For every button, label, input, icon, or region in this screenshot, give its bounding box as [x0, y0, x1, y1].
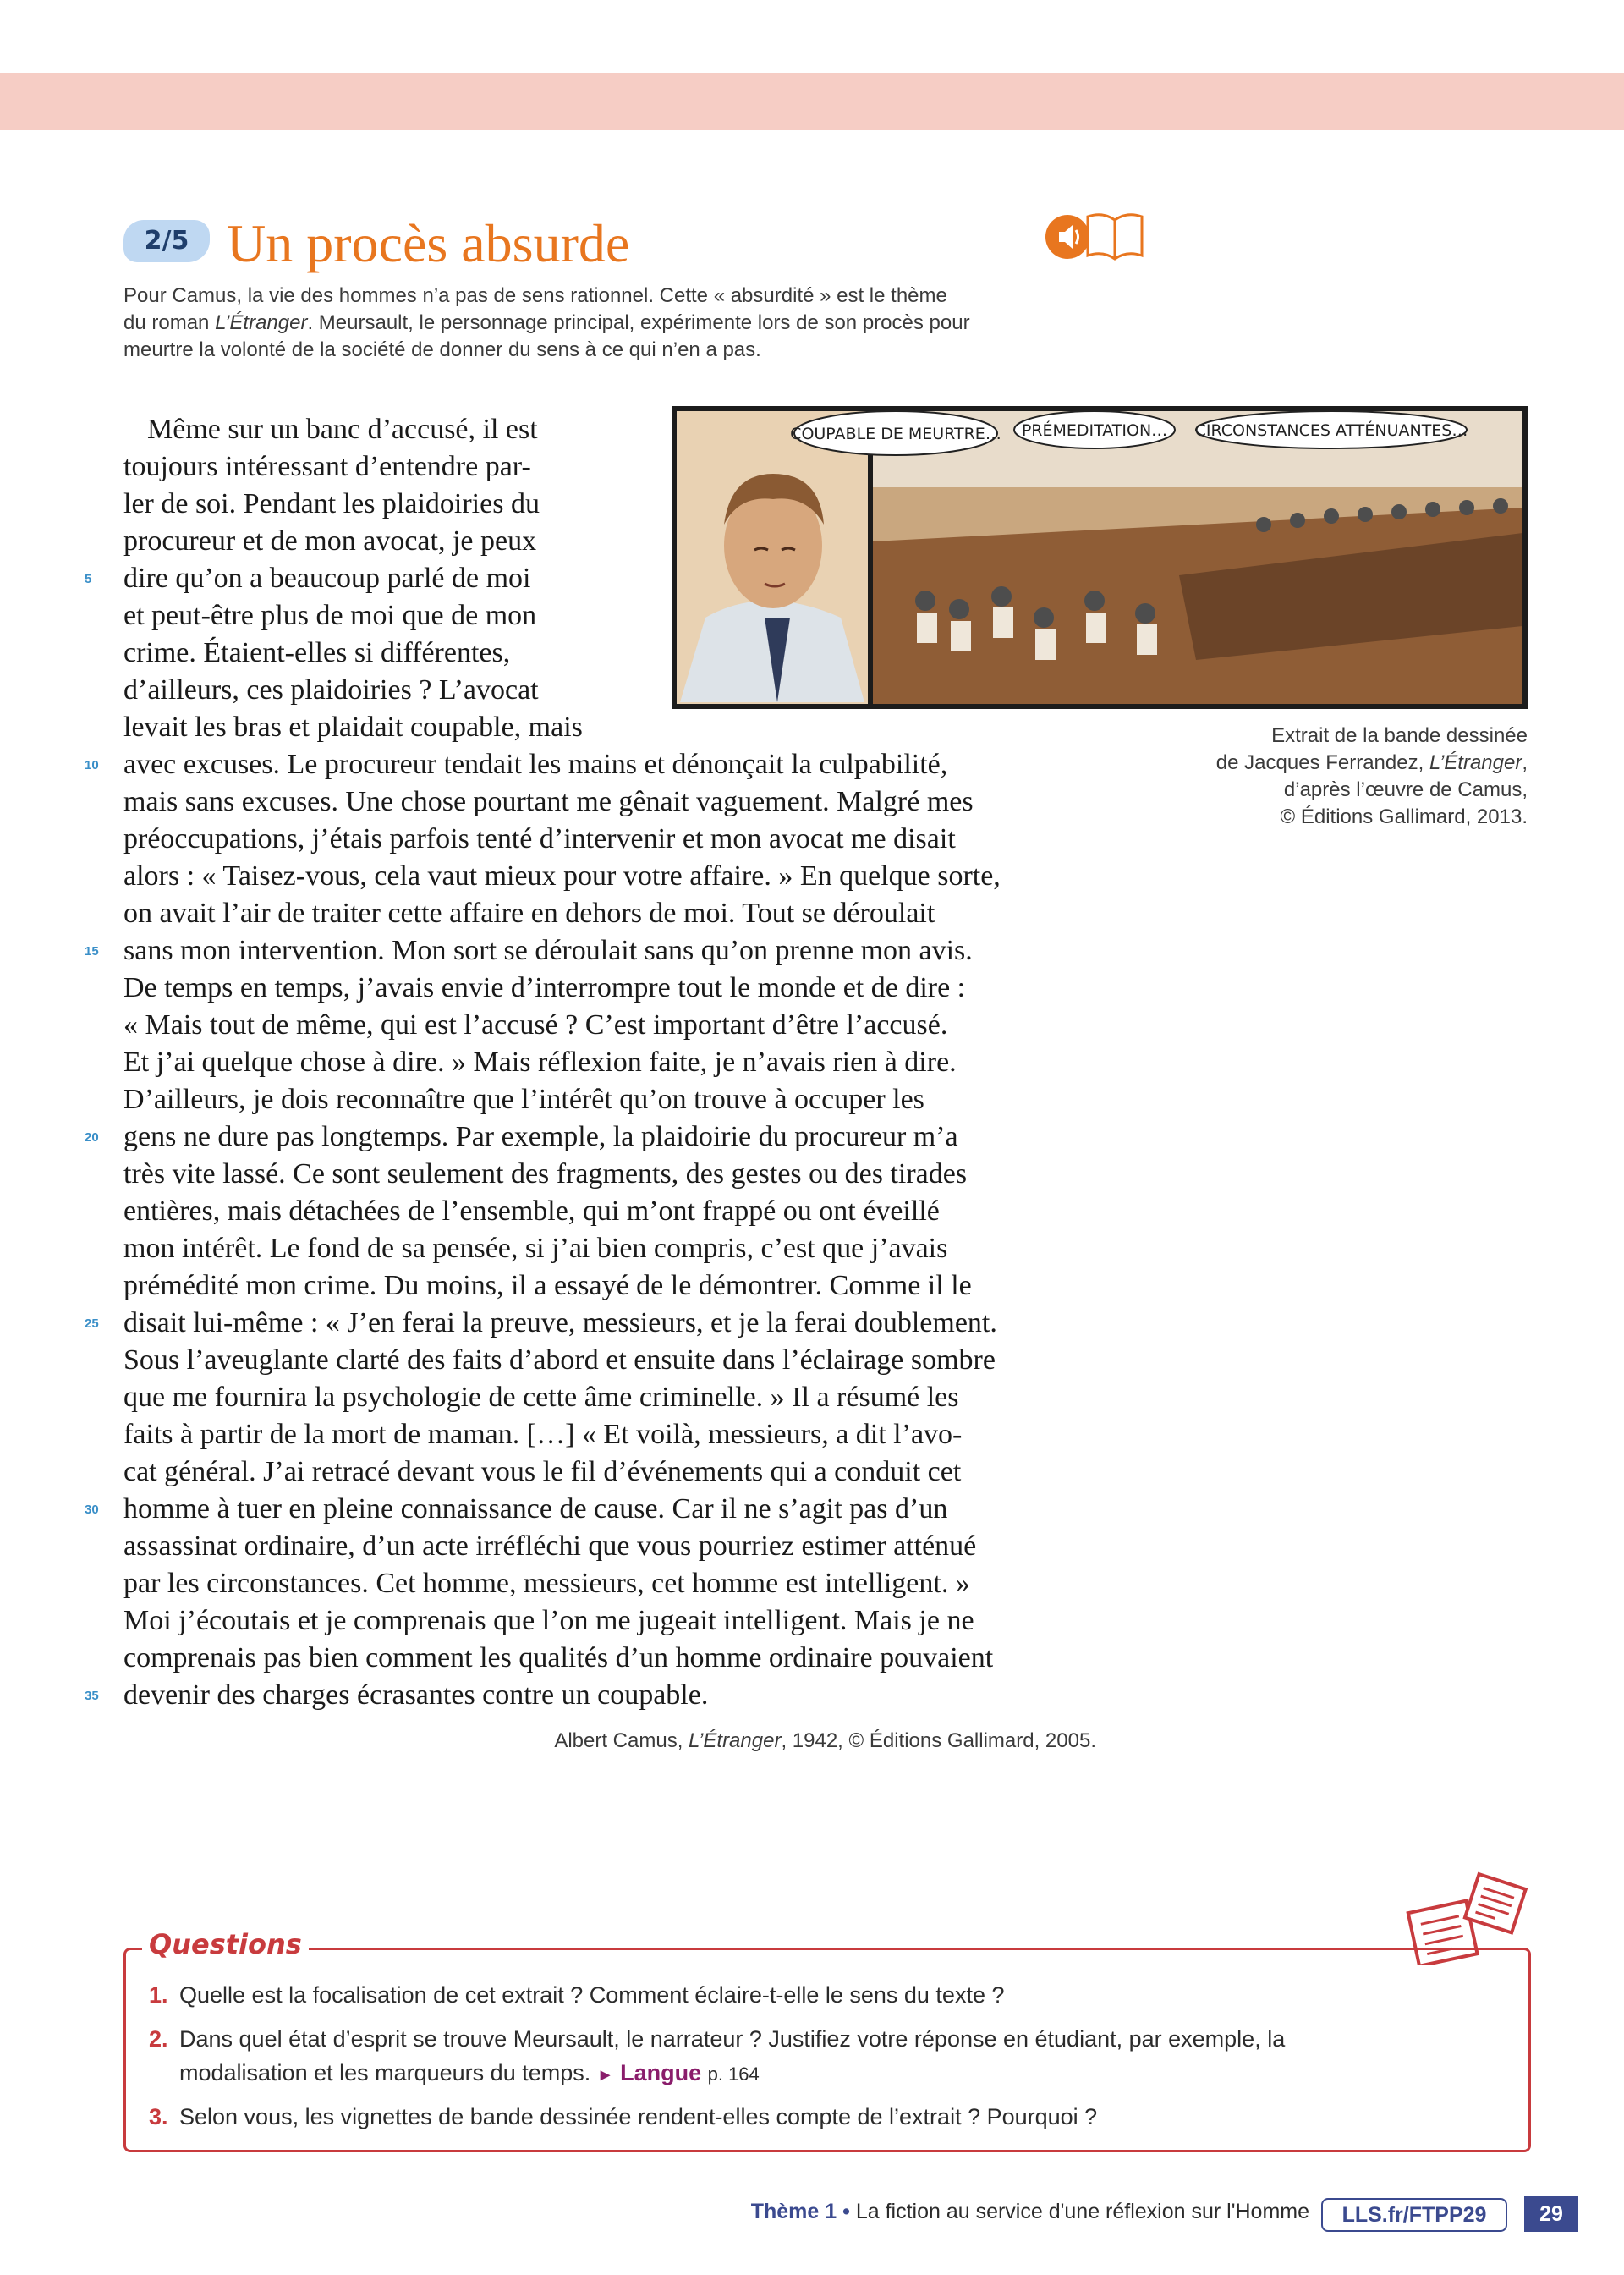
- langue-page: p. 164: [707, 2063, 760, 2085]
- passage-line: levait les bras et plaidait coupable, mais: [123, 712, 583, 743]
- line-number: 30: [85, 1503, 99, 1517]
- question-number: 2.: [149, 2026, 168, 2052]
- passage-line: Et j’ai quelque chose à dire. » Mais réflexion faite, je n’avais rien à dire.: [123, 1047, 957, 1078]
- langue-link[interactable]: Langue: [620, 2060, 702, 2085]
- passage-line: prémédité mon crime. Du moins, il a essayé de le démontrer. Comme il le: [123, 1270, 972, 1301]
- question-text: Selon vous, les vignettes de bande dessinée rendent-elles compte de l’extrait ? Pourquoi ?: [179, 2104, 1098, 2129]
- question-number: 1.: [149, 1982, 168, 2008]
- audio-book-icon[interactable]: [1045, 201, 1147, 269]
- passage-line: cat général. J’ai retracé devant vous le fil d’événements qui a conduit cet: [123, 1456, 962, 1487]
- intro-paragraph: [123, 283, 1096, 364]
- question-text: Quelle est la focalisation de cet extrait ? Comment éclaire-t-elle le sens du texte ?: [179, 1982, 1005, 2008]
- passage-line: que me fournira la psychologie de cette âme criminelle. » Il a résumé les: [123, 1382, 959, 1413]
- intro-line-3: meurtre la volonté de la société de donner du sens à ce qui n’en a pas.: [123, 338, 761, 361]
- passage-line: comprenais pas bien comment les qualités d’un homme ordinaire pouvaient: [123, 1642, 994, 1673]
- questions-title: Questions: [142, 1927, 309, 1961]
- passage-line: crime. Étaient-elles si différentes,: [123, 637, 511, 668]
- passage-line: préoccupations, j’étais parfois tenté d’intervenir et mon avocat me disait: [123, 823, 956, 854]
- bubble-2-text: PRÉMEDITATION…: [1021, 421, 1168, 440]
- passage-line: sans mon intervention. Mon sort se déroulait sans qu’on prenne mon avis.: [123, 935, 973, 966]
- question-number: 3.: [149, 2104, 168, 2129]
- passage-line: « Mais tout de même, qui est l’accusé ? C’est important d’être l’accusé.: [123, 1009, 948, 1041]
- passage-line: Sous l’aveuglante clarté des faits d’abord et ensuite dans l’éclairage sombre: [123, 1344, 996, 1376]
- passage-line: disait lui-même : « J’en ferai la preuve, messieurs, et je la ferai doublement.: [123, 1307, 997, 1338]
- passage-line: gens ne dure pas longtemps. Par exemple, la plaidoirie du procureur m’a: [123, 1121, 958, 1152]
- line-number: 5: [85, 572, 92, 586]
- passage-line: d’ailleurs, ces plaidoiries ? L’avocat: [123, 674, 539, 706]
- passage-line: dire qu’on a beaucoup parlé de moi: [123, 563, 531, 594]
- source-citation: Albert Camus, L’Étranger, 1942, © Éditions Gallimard, 2005.: [554, 1729, 1096, 1752]
- footer-theme: Thème 1 • La fiction au service d'une réflexion sur l'Homme: [750, 2200, 1309, 2223]
- question-text-cont: modalisation et les marqueurs du temps.: [179, 2060, 591, 2085]
- passage-line: très vite lassé. Ce sont seulement des fragments, des gestes ou des tirades: [123, 1158, 968, 1190]
- passage-line: assassinat ordinaire, d’un acte irréfléchi que vous pourriez estimer atténué: [123, 1530, 977, 1562]
- passage-line: entières, mais détachées de l’ensemble, qui m’ont frappé ou ont éveillé: [123, 1195, 940, 1227]
- line-number: 10: [85, 758, 99, 772]
- comic-strip-image: [672, 406, 1528, 709]
- footer-link[interactable]: LLS.fr/FTPP29: [1321, 2198, 1507, 2232]
- question-text: Dans quel état d’esprit se trouve Meursault, le narrateur ? Justifiez votre réponse en étudiant, par exemple, la: [179, 2026, 1286, 2052]
- figure-caption: Extrait de la bande dessinée de Jacques Ferrandez, L’Étranger, d’après l’œuvre de Camus, © Éditions Gallimard, 2013.: [1215, 724, 1528, 828]
- section-badge: [123, 220, 210, 262]
- bubble-1-text: COUPABLE DE MEURTRE…: [790, 425, 1001, 443]
- intro-line-1: Pour Camus, la vie des hommes n’a pas de sens rationnel. Cette « absurdité » est le thème: [123, 284, 947, 307]
- passage-line: Même sur un banc d’accusé, il est: [147, 414, 538, 445]
- arrow-right-icon: ►: [596, 2066, 614, 2085]
- passage-line: De temps en temps, j’avais envie d’interrompre tout le monde et de dire :: [123, 972, 966, 1003]
- passage-line: ler de soi. Pendant les plaidoiries du: [123, 488, 540, 519]
- passage-line: alors : « Taisez-vous, cela vaut mieux pour votre affaire. » En quelque sorte,: [123, 860, 1001, 892]
- passage-line: mais sans excuses. Une chose pourtant me gênait vaguement. Malgré mes: [123, 786, 974, 817]
- question-2: [149, 2022, 1468, 2090]
- top-color-band: [0, 73, 1624, 130]
- passage-line: et peut-être plus de moi que de mon: [123, 600, 537, 631]
- passage-line: Moi j’écoutais et je comprenais que l’on me jugeait intelligent. Mais je ne: [123, 1605, 974, 1636]
- line-number: 35: [85, 1689, 99, 1703]
- page-title: Un procès absurde: [227, 213, 630, 273]
- line-number: 20: [85, 1130, 99, 1145]
- passage-line: avec excuses. Le procureur tendait les mains et dénonçait la culpabilité,: [123, 749, 948, 780]
- passage-line: on avait l’air de traiter cette affaire en dehors de moi. Tout se déroulait: [123, 898, 935, 929]
- line-number: 25: [85, 1316, 99, 1331]
- passage-line: homme à tuer en pleine connaissance de cause. Car il ne s’agit pas d’un: [123, 1493, 948, 1525]
- bubble-3-text: CIRCONSTANCES ATTÉNUANTES…: [1194, 421, 1468, 440]
- passage-line: devenir des charges écrasantes contre un coupable.: [123, 1679, 709, 1711]
- passage-line: par les circonstances. Cet homme, messieurs, cet homme est intelligent. »: [123, 1568, 970, 1599]
- passage-line: procureur et de mon avocat, je peux: [123, 525, 537, 557]
- passage-line: faits à partir de la mort de maman. […] « Et voilà, messieurs, a dit l’avo-: [123, 1419, 963, 1450]
- line-number: 15: [85, 944, 99, 959]
- section-badge-label: 2/5: [144, 226, 189, 256]
- page-number: 29: [1524, 2196, 1578, 2232]
- passage-line: D’ailleurs, je dois reconnaître que l’intérêt qu’on trouve à occuper les: [123, 1084, 924, 1115]
- intro-line-2: du roman L’Étranger. Meursault, le personnage principal, expérimente lors de son procès pour: [123, 311, 970, 334]
- passage-line: mon intérêt. Le fond de sa pensée, si j’ai bien compris, c’est que j’avais: [123, 1233, 948, 1264]
- passage-line: toujours intéressant d’entendre par-: [123, 451, 531, 482]
